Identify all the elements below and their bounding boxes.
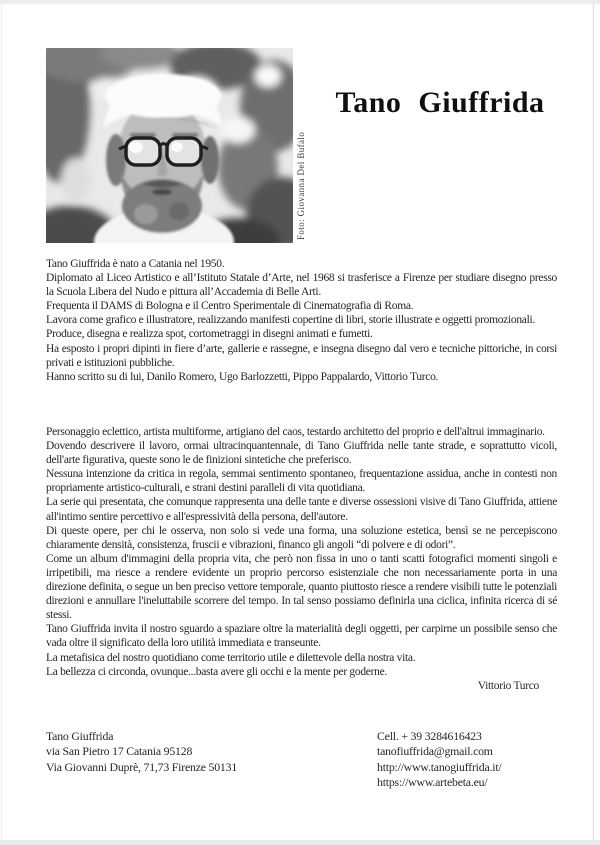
- essay-paragraph: La bellezza ci circonda, ovunque...basta avere gli occhi e la mente per goderne.: [46, 665, 387, 678]
- essay-paragraph: La metafisica del nostro quotidiano come territorio utile e dilettevole della nostra vita.: [46, 651, 416, 664]
- contact-phone: Cell. + 39 3284616423: [377, 729, 482, 743]
- page-top-edge: [0, 0, 600, 4]
- contact-email-link[interactable]: tanofiuffrida@gmail.com: [377, 744, 493, 759]
- page-title: Tano Giuffrida: [335, 86, 545, 119]
- contact-block-left: [46, 729, 346, 775]
- contact-website-link-tanogiuffrida[interactable]: http://www.tanogiuffrida.it/: [377, 759, 502, 774]
- contact-website-link-artebeta[interactable]: https://www.artebeta.eu/: [377, 774, 488, 789]
- bio-section: [46, 257, 557, 384]
- essay-paragraph: La serie qui presentata, che comunque rappresenta una delle tante e diverse ossessioni visive di Tano Giuffrida, attiene all'intimo sentire percettivo e all'espressività della persona, dell'autore.: [46, 496, 557, 523]
- bio-paragraph: Frequenta il DAMS di Bologna e il Centro Sperimentale di Cinematografia di Roma.: [46, 300, 414, 313]
- photo-credit-caption: Foto: Giovanna Del Bufalo: [296, 131, 306, 240]
- essay-signature: Vittorio Turco: [477, 679, 539, 692]
- page-right-edge: [593, 4, 594, 840]
- portrait-photo: [46, 48, 293, 243]
- bio-paragraph: Hanno scritto su di lui, Danilo Romero, Ugo Barlozzetti, Pippo Pappalardo, Vittorio Turco.: [46, 370, 439, 383]
- bio-paragraph: Lavora come grafico e illustratore, realizzando manifesti copertine di libri, storie illustrate e oggetti promozionali.: [46, 314, 535, 327]
- contact-block-right: [377, 729, 587, 790]
- bio-paragraph: Tano Giuffrida è nato a Catania nel 1950.: [46, 258, 225, 270]
- bio-paragraph: Diplomato al Liceo Artistico e all’Istituto Statale d’Arte, nel 1968 si trasferisce a Firenze per studiare disegno presso la Scuola Libera del Nudo e pittura all’Accademia di Belle Arti.: [46, 272, 557, 299]
- portrait-svg: [46, 48, 293, 243]
- contact-address-firenze: Via Giovanni Duprè, 71,73 Firenze 50131: [46, 759, 238, 774]
- essay-paragraph: Personaggio eclettico, artista multiforme, artigiano del caos, testardo architetto del proprio e dell'altrui immaginario.: [46, 426, 545, 438]
- contact-name: Tano Giuffrida: [46, 729, 114, 743]
- essay-paragraph: Come un album d'immagini della propria vita, che però non fissa in uno o tanti scatti fotografici momenti singoli e irripetibili, ma riesce a rendere evidente un proprio percorso esistenziale che non necessariamente porta in una direzione definita, o segue un ben preciso vettore temporale, quanto piuttosto riesce a rendere visibili tutte le potenziali direzioni e annullare l'ineluttabile scorrere del tempo. In tal senso possiamo definirla una ciclica, infinita ricerca di sé stessi.: [46, 552, 557, 622]
- bio-paragraph: Produce, disegna e realizza spot, cortometraggi in disegni animati e fumetti.: [46, 328, 373, 341]
- essay-paragraph: Dovendo descrivere il lavoro, ormai ultracinquantennale, di Tano Giuffrida nelle tante strade, e soprattutto vicoli, dell'arte figurativa, queste sono le de finizioni sintetiche che preferisco.: [46, 440, 557, 467]
- contact-address-catania: via San Pietro 17 Catania 95128: [46, 744, 193, 759]
- page-bottom-edge: [0, 840, 600, 845]
- essay-paragraph: Tano Giuffrida invita il nostro sguardo a spaziare oltre la materialità degli oggetti, per carpirne un possibile senso che vada oltre il significato della loro utilità immediata e transeunte.: [46, 623, 557, 650]
- essay-paragraph: Nessuna intenzione da critica in regola, semmai sentimento spontaneo, frequentazione assidua, anche in contesti non propriamente artistico-culturali, e strani destini paralleli di vita quotidiana.: [46, 468, 557, 495]
- page-left-edge: [1, 4, 2, 840]
- essay-section: [46, 425, 557, 693]
- bio-paragraph: Ha esposto i propri dipinti in fiere d’arte, gallerie e rassegne, e insegna disegno dal vero e tecniche pittoriche, in corsi privati e istituzioni pubbliche.: [46, 342, 557, 369]
- essay-paragraph: Di queste opere, per chi le osserva, non solo si vede una forma, una soluzione estetica, bensì se ne percepiscono chiaramente densità, consistenza, fruscii e vibrazioni, financo gli angoli “di polvere e di odori”.: [46, 524, 557, 551]
